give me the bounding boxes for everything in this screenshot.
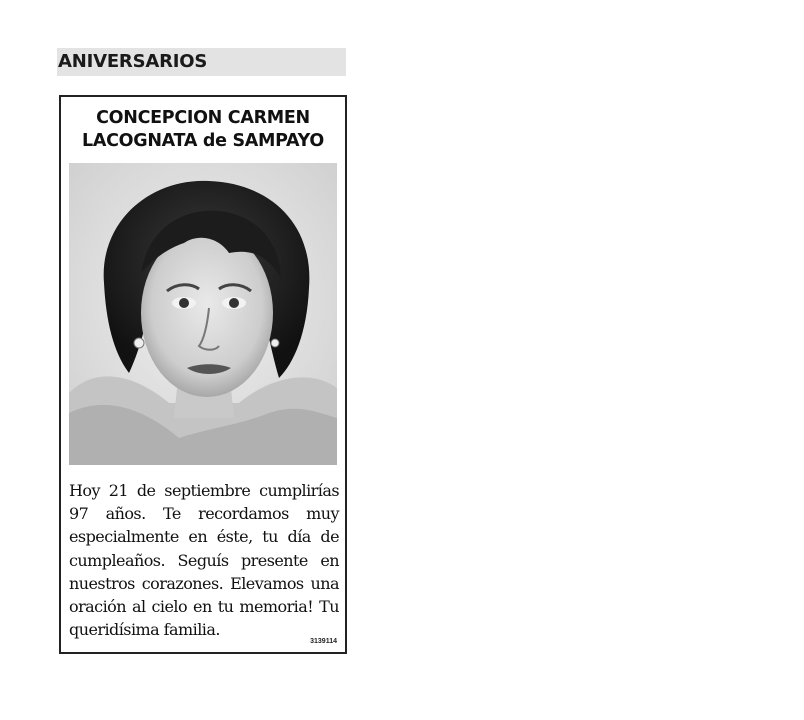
section-header: ANIVERSARIOS — [57, 48, 346, 76]
portrait-photo — [69, 163, 337, 465]
reference-number: 3139114 — [310, 638, 337, 645]
anniversary-notice — [59, 95, 347, 654]
name-line-2: LACOGNATA de SAMPAYO — [82, 131, 324, 151]
portrait-image — [69, 163, 337, 465]
deceased-name — [61, 107, 345, 153]
name-line-1: CONCEPCION CARMEN — [96, 108, 310, 128]
notice-body: Hoy 21 de septiembre cumplirías 97 años. Te recordamos muy especialmente en éste, tu día de cumpleaños. Seguís presente en nuestros corazones. Elevamos una oración al cielo en tu memoria! Tu queridísima familia. — [69, 481, 339, 640]
